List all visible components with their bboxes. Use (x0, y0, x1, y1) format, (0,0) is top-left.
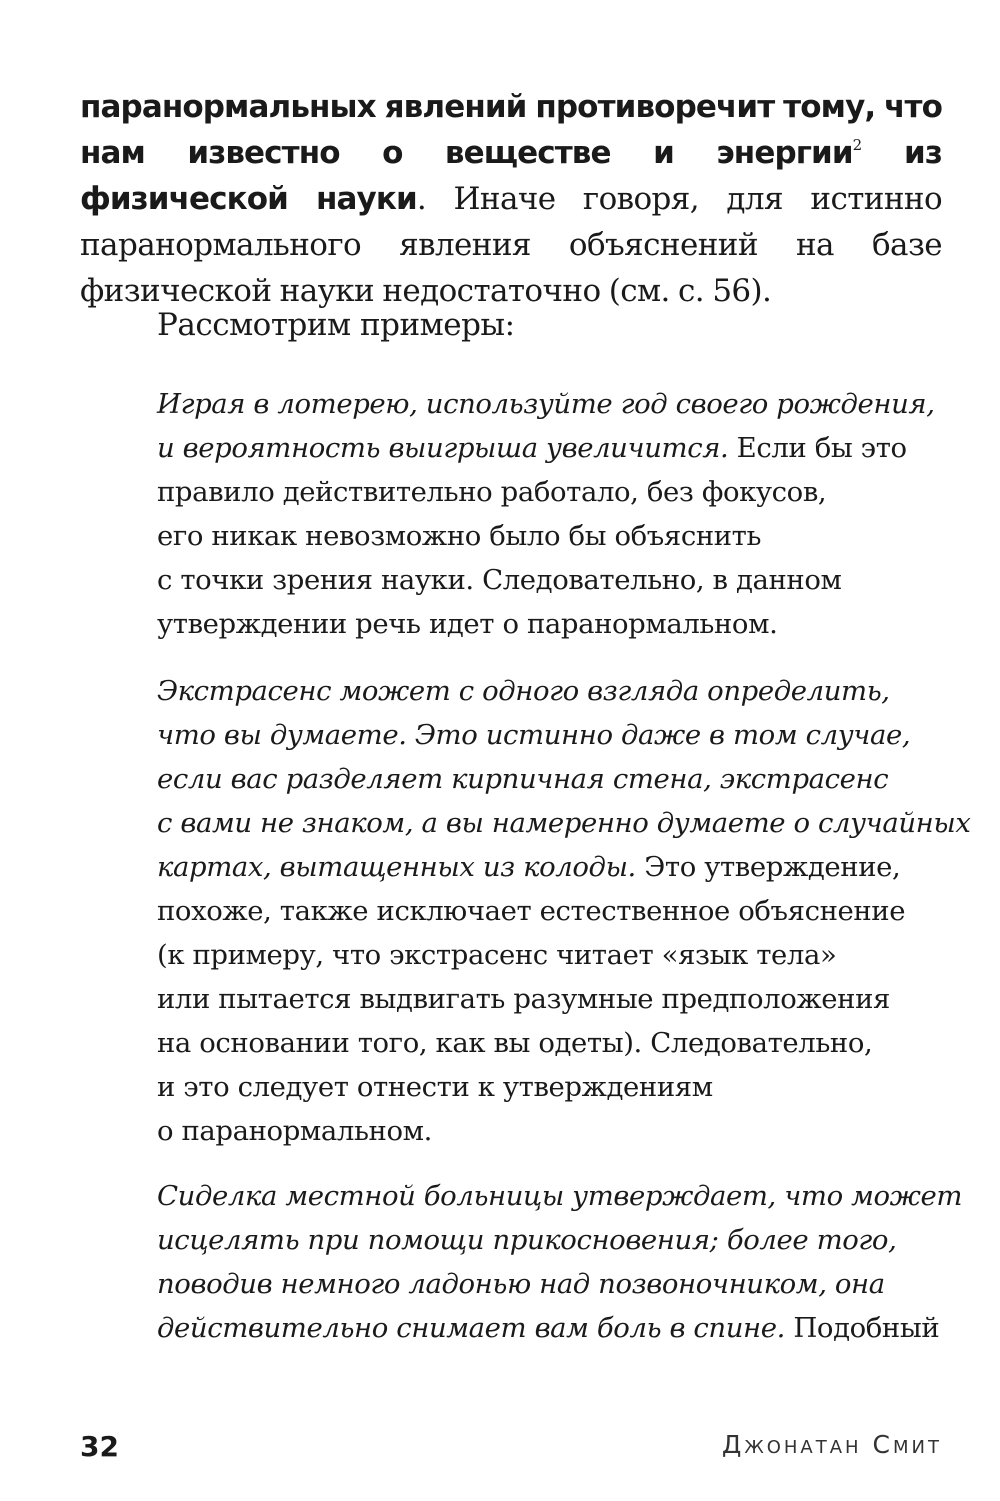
example-regular-text: правило действительно работало, без фокусов, (157, 476, 827, 508)
example-italic-text: Сиделка местной больницы утверждает, что может (157, 1180, 963, 1212)
example-italic-text: Экстрасенс может с одного взгляда определить, (157, 675, 890, 707)
example-line (157, 558, 937, 602)
example-italic-text: исцелять при помощи прикосновения; более того, (157, 1224, 897, 1256)
example-line (157, 1218, 937, 1262)
example-healer (157, 1174, 963, 1350)
example-line (157, 1109, 937, 1153)
intro-regular-text: . Иначе говоря, для истинно паранормального явления объяснений на базе физической науки недостаточно (см. с. 56). (80, 181, 943, 309)
example-regular-text: похоже, также исключает естественное объяснение (157, 895, 906, 927)
example-regular-text: Подобный (784, 1312, 940, 1344)
example-italic-text: что вы думаете. Это истинно даже в том случае, (157, 719, 911, 751)
example-regular-text: с точки зрения науки. Следовательно, в данном (157, 564, 842, 596)
example-line (157, 845, 937, 889)
example-italic-text: поводив немного ладонью над позвоночником, она (157, 1268, 885, 1300)
page-number: 32 (80, 1430, 119, 1463)
intro-bold-text-2: из физической науки (80, 135, 942, 217)
example-line (157, 1306, 940, 1350)
example-regular-text: его никак невозможно было бы объяснить (157, 520, 762, 552)
example-line (157, 426, 937, 470)
example-line (157, 801, 971, 845)
example-psychic (157, 669, 971, 1153)
footnote-marker[interactable]: 2 (852, 136, 862, 154)
example-italic-text: если вас разделяет кирпичная стена, экстрасенс (157, 763, 889, 795)
example-line (157, 1174, 963, 1218)
example-line (157, 713, 937, 757)
example-line (157, 977, 937, 1021)
intro-bold-text: паранормальных явлений противоречит тому, что нам известно о веществе и энергии (80, 89, 942, 171)
example-regular-text: о паранормальном. (157, 1115, 432, 1147)
example-line (157, 1065, 937, 1109)
example-italic-text: картах, вытащенных из колоды. (157, 851, 636, 883)
examples-lead: Рассмотрим примеры: (157, 307, 515, 343)
example-line (157, 889, 937, 933)
example-line (157, 382, 937, 426)
example-line (157, 1021, 937, 1065)
example-line (157, 1262, 937, 1306)
example-line (157, 669, 937, 713)
example-regular-text: Это утверждение, (635, 851, 901, 883)
example-regular-text: и это следует отнести к утверждениям (157, 1071, 713, 1103)
example-regular-text: Если бы это (728, 432, 907, 464)
example-line (157, 514, 937, 558)
running-head-author: Джонатан Смит (721, 1430, 942, 1459)
example-italic-text: Играя в лотерею, используйте год своего рождения, (157, 388, 935, 420)
example-line (157, 470, 937, 514)
example-regular-text: (к примеру, что экстрасенс читает «язык тела» (157, 939, 837, 971)
example-line (157, 933, 937, 977)
example-line (157, 602, 937, 646)
page-footer (80, 1430, 942, 1470)
example-regular-text: утверждении речь идет о паранормальном. (157, 608, 778, 640)
example-line (157, 757, 937, 801)
example-italic-text: действительно снимает вам боль в спине. (157, 1312, 785, 1344)
example-regular-text: на основании того, как вы одеты). Следовательно, (157, 1027, 873, 1059)
example-lottery (157, 382, 937, 646)
intro-paragraph (80, 84, 942, 314)
example-regular-text: или пытается выдвигать разумные предположения (157, 983, 890, 1015)
example-italic-text: и вероятность выигрыша увеличится. (157, 432, 729, 464)
example-italic-text: с вами не знаком, а вы намеренно думаете о случайных (157, 807, 971, 839)
